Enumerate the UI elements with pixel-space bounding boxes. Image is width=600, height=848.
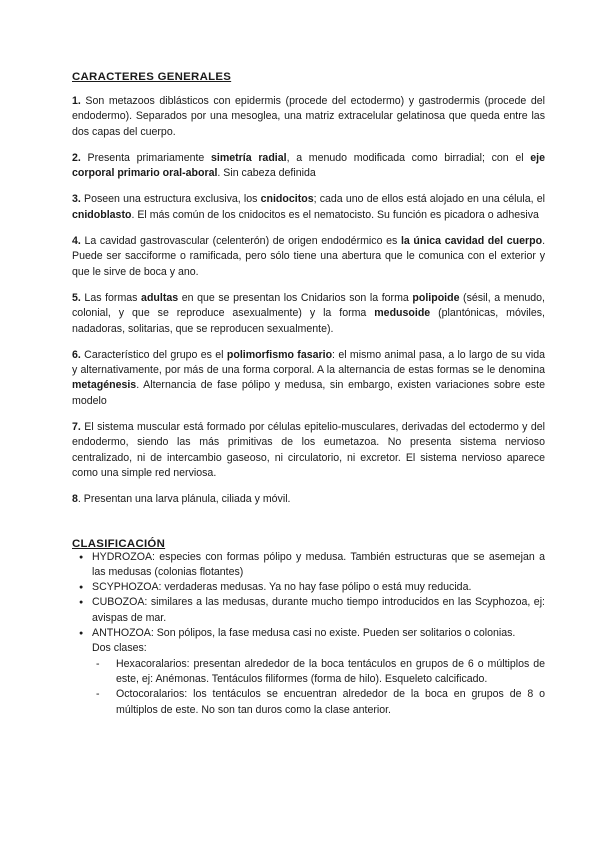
paragraph-text: . Sin cabeza definida: [217, 167, 316, 180]
bold-term: medusoide: [374, 307, 431, 320]
bold-term: cnidocitos: [260, 193, 314, 206]
bold-term: metagénesis: [72, 379, 137, 392]
paragraph-number: 3.: [72, 193, 81, 206]
bold-term: simetría radial: [211, 151, 287, 164]
paragraph-6: [72, 348, 545, 409]
paragraph-text: Característico del grupo es el: [80, 348, 227, 361]
paragraph-number: 4.: [72, 235, 81, 248]
paragraph-number: 8: [72, 493, 78, 506]
paragraph-text: en que se presentan los Cnidarios son la forma: [178, 291, 413, 304]
paragraph-text: Poseen una estructura exclusiva, los: [80, 193, 261, 206]
class-item: ● CUBOZOA: similares a las medusas, durante mucho tiempo introducidos en las Scyphozoa, ej: avispas de mar.: [72, 595, 545, 626]
paragraph-number: 5.: [72, 291, 81, 304]
paragraph-text: Las formas: [80, 291, 142, 304]
heading-clasificacion: CLASIFICACIÓN: [72, 537, 166, 550]
bold-term: la única cavidad del cuerpo: [400, 235, 543, 248]
paragraph-number: 2.: [72, 151, 81, 164]
paragraph-text: El sistema muscular está formado por células epitelio-musculares, derivadas del ectodermo y del endodermo, siendo las más primitivas de los eumetazoa. No presenta sistema nervioso centralizado, ni de intercambio gaseoso, ni circulatorio, ni excretor. El sistema nervioso aparece como una simple red nerviosa.: [72, 421, 545, 479]
bold-term: adultas: [141, 291, 179, 304]
paragraph-text: ; cada uno de ellos está alojado en una célula, el: [313, 193, 545, 206]
paragraph-2: [72, 151, 545, 182]
paragraph-text: . Presentan una larva plánula, ciliada y móvil.: [77, 493, 291, 506]
paragraph-text: . Alternancia de fase pólipo y medusa, sin embargo, existen variaciones sobre este modelo: [72, 379, 545, 407]
paragraph-8: [72, 492, 545, 507]
class-item: ● HYDROZOA: especies con formas pólipo y medusa. También estructuras que se asemejan a las medusas (colonias flotantes): [72, 550, 545, 581]
class-item: ● ANTHOZOA: Son pólipos, la fase medusa casi no existe. Pueden ser solitarios o colonias.: [72, 626, 545, 641]
paragraph-number: 1.: [72, 95, 81, 107]
heading-caracteres-generales: CARACTERES GENERALES: [72, 71, 232, 83]
paragraph-text: . Puede ser sacciforme o ramificada, pero sólo tiene una abertura que le comunica con el exterior y que le sirve de boca y ano.: [72, 235, 546, 278]
bold-term: polimorfismo fasario: [226, 348, 333, 361]
paragraph-3: [72, 192, 545, 223]
class-item: ● SCYPHOZOA: verdaderas medusas. Ya no hay fase pólipo o está muy reducida.: [72, 580, 545, 595]
paragraph-1: [72, 94, 545, 140]
paragraph-text: (sésil, a menudo, colonial, y que se reproduce asexualmente) y la forma: [72, 291, 545, 320]
paragraph-number: 7.: [72, 421, 81, 434]
subclasses-intro: Dos clases:: [92, 642, 147, 655]
classification-list: [72, 550, 545, 642]
paragraph-4: [72, 234, 545, 280]
subclass-item: - Octocoralarios: los tentáculos se encuentran alrededor de la boca en grupos de 8 o múltiplos de este. No son tan duros como la clase anterior.: [116, 687, 545, 718]
paragraph-text: : el mismo animal pasa, a lo largo de su vida y alternativamente, por más de una forma corporal. A la alternancia de estas formas se le denomina: [72, 348, 545, 377]
paragraph-text: La cavidad gastrovascular (celenterón) de origen endodérmico es: [80, 235, 401, 248]
paragraph-text: Presenta primariamente: [80, 151, 211, 164]
paragraphs-section: [72, 94, 545, 508]
paragraph-7: [72, 420, 545, 481]
bold-term: cnidoblasto: [72, 208, 132, 221]
subclass-item: - Hexacoralarios: presentan alrededor de la boca tentáculos en grupos de 6 o múltiplos de este, ej: Anémonas. Tentáculos filiformes (forma de hilo). Esqueleto calcificado.: [116, 657, 545, 688]
paragraph-number: 6.: [72, 348, 81, 361]
bold-term: polipoide: [412, 291, 460, 304]
paragraph-text: , a menudo modificada como birradial; con el: [286, 151, 531, 164]
subclasses-list: [72, 657, 545, 718]
paragraph-text: . El más común de los cnidocitos es el nematocisto. Su función es picadora o adhesiva: [131, 208, 539, 221]
paragraph-5: [72, 291, 545, 337]
paragraph-text: Son metazoos diblásticos con epidermis (procede del ectodermo) y gastrodermis (procede del endodermo). Separados por una mesoglea, una matriz extracelular gelatinosa que queda entre las dos capas del cuerpo.: [72, 95, 545, 138]
bold-term: eje corporal primario oral-aboral: [72, 151, 545, 180]
paragraph-text: (plantónicas, móviles, nadadoras, solitarias, que se reproducen sexualmente).: [72, 307, 545, 335]
